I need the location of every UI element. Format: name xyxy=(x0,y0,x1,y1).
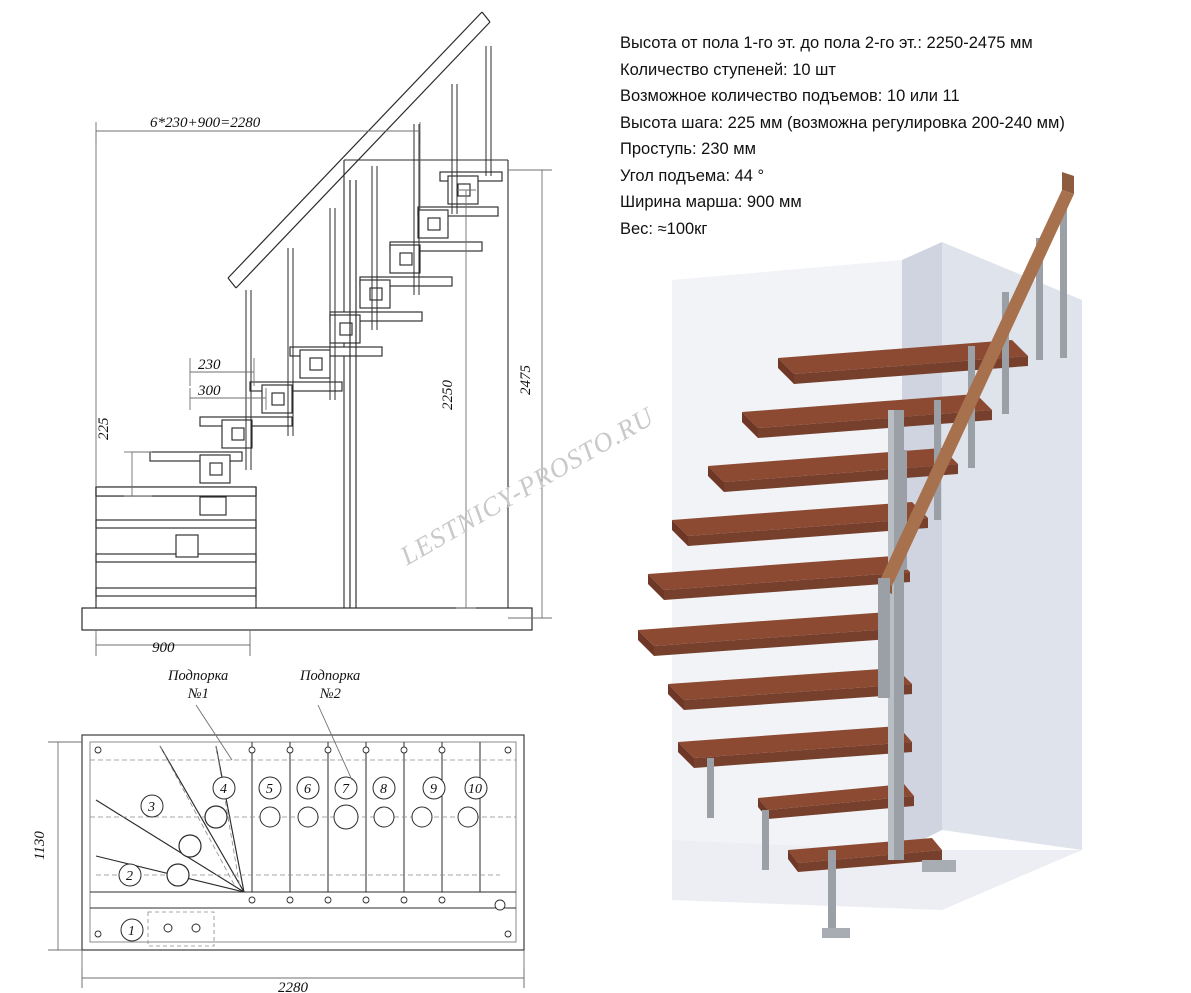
plan-step-number-7: 7 xyxy=(342,782,349,797)
spec-line-tread: Проступь: 230 мм xyxy=(620,140,756,158)
spec-line-width: Ширина марша: 900 мм xyxy=(620,193,802,211)
spec-line-step-count: Количество ступеней: 10 шт xyxy=(620,60,836,79)
spec-line-step-height: Высота шага: 225 мм (возможна регулировка 200-240 мм) xyxy=(620,113,1065,132)
plan-step-number-8: 8 xyxy=(380,782,387,797)
plan-step-number-2: 2 xyxy=(126,869,133,884)
support1-label-line2: №1 xyxy=(188,686,209,702)
dim-tread-label: 230 xyxy=(198,357,221,373)
spec-line-floor-height: Высота от пола 1-го эт. до пола 2-го эт.: 2250-2475 мм xyxy=(620,34,1033,52)
support2-label-line1: Подпорка xyxy=(300,668,361,684)
elevation-drawing xyxy=(0,0,600,680)
plan-step-number-5: 5 xyxy=(266,782,273,797)
dim-height-total-label: 2475 xyxy=(518,365,534,395)
watermark-text: LESTNICY-PROSTO.RU xyxy=(395,401,660,571)
plan-step-number-1: 1 xyxy=(128,924,135,939)
dim-nosing-label: 300 xyxy=(198,383,221,399)
plan-step-number-3: 3 xyxy=(148,800,155,815)
spec-line-rise-count: Возможное количество подъемов: 10 или 11 xyxy=(620,87,960,105)
dim-height-floor-label: 2250 xyxy=(440,380,456,410)
dim-run-total-label: 6*230+900=2280 xyxy=(150,115,261,131)
floor-slab xyxy=(82,608,532,630)
dim-rise-label: 225 xyxy=(96,417,112,440)
plan-step-number-10: 10 xyxy=(468,782,482,797)
elevation-svg xyxy=(0,0,600,680)
dim-width-label: 900 xyxy=(152,640,175,656)
stair-3d-render xyxy=(612,150,1190,990)
stair-3d-svg xyxy=(612,150,1190,990)
support1-label-line1: Подпорка xyxy=(168,668,229,684)
dim-length-label: 2280 xyxy=(278,980,308,993)
support2-label-line2: №2 xyxy=(320,686,341,702)
plan-step-number-9: 9 xyxy=(430,782,437,797)
plan-step-number-4: 4 xyxy=(220,782,227,797)
plan-outline xyxy=(82,735,524,950)
plan-step-number-6: 6 xyxy=(304,782,311,797)
plan-svg xyxy=(0,660,600,993)
spec-line-weight: Вес: ≈100кг xyxy=(620,219,708,238)
plan-drawing xyxy=(0,660,600,993)
dim-depth-label: 1130 xyxy=(32,831,48,860)
spec-line-angle: Угол подъема: 44 ° xyxy=(620,166,765,185)
